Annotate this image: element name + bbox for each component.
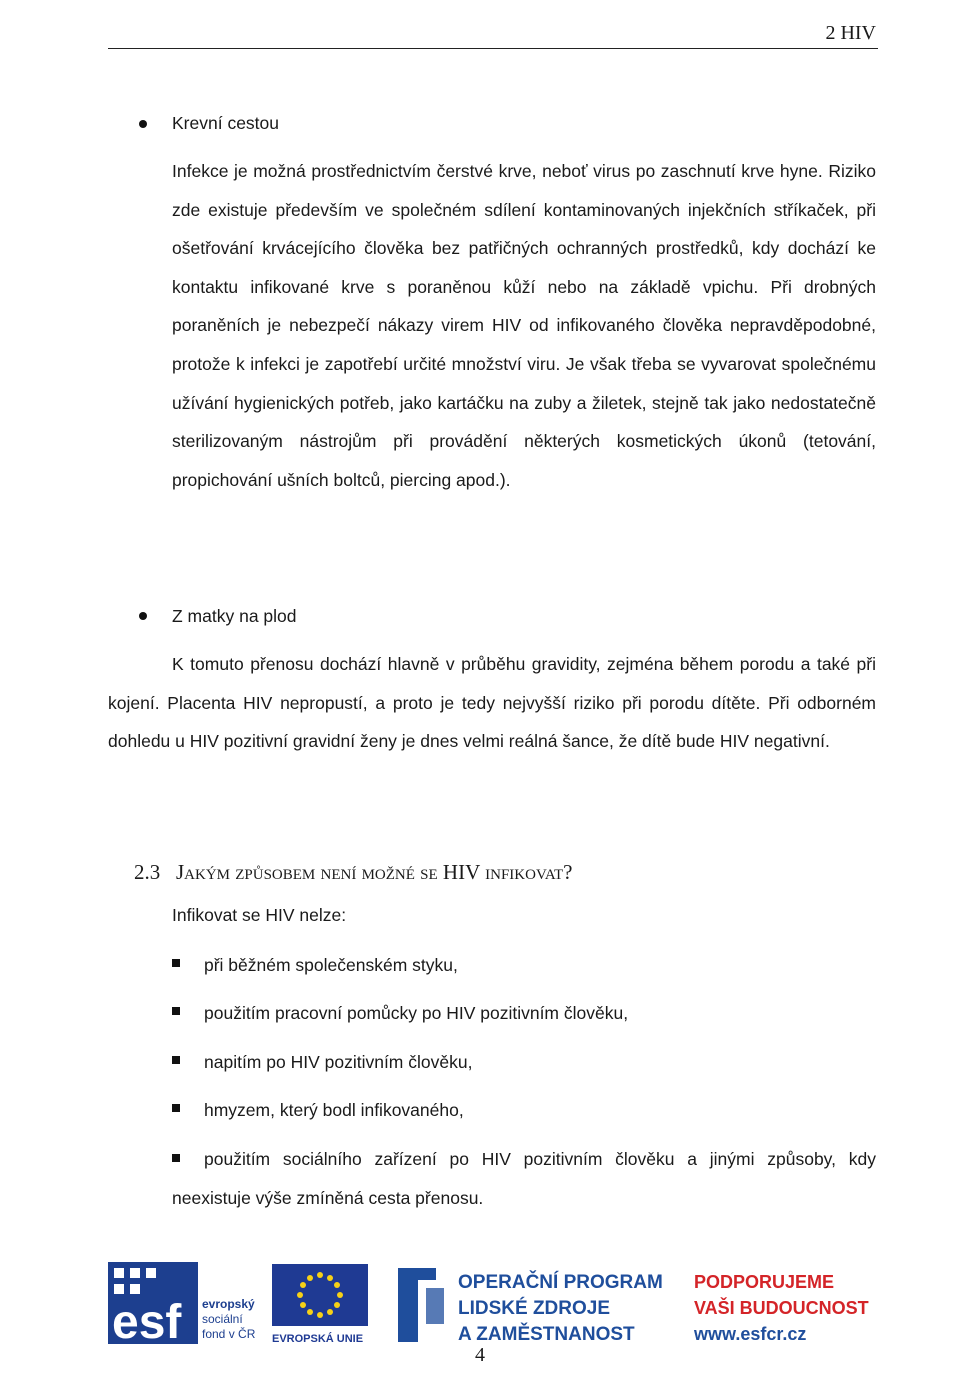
list-item: při běžném společenském styku, xyxy=(204,955,458,975)
bullet-icon xyxy=(139,612,147,620)
list-item: napitím po HIV pozitivním člověku, xyxy=(204,1052,473,1072)
list-item: použitím pracovní pomůcky po HIV pozitivním člověku, xyxy=(204,1003,629,1023)
op-text-line: LIDSKÉ ZDROJE xyxy=(458,1298,611,1319)
paragraph-mother: K tomuto přenosu dochází hlavně v průběhu gravidity, zejména během porodu a také při kojení. Placenta HIV nepropustí, a proto je tedy nejvyšší riziko při porodu dítěte. Při odborném dohledu u HIV pozitivní gravidní ženy je dnes velmi reálná šance, že dítě bude HIV negativní. xyxy=(108,654,876,752)
esf-logo-graphic xyxy=(108,1262,266,1344)
esf-text-line: sociální xyxy=(202,1312,243,1326)
support-text-line: PODPORUJEME xyxy=(694,1272,835,1292)
bullet-icon xyxy=(139,120,147,128)
support-text-line: VAŠI BUDOUCNOST xyxy=(694,1298,869,1318)
eu-text: EVROPSKÁ UNIE xyxy=(272,1333,364,1345)
eu-flag-logo xyxy=(272,1264,372,1346)
square-bullet-icon xyxy=(172,1056,180,1064)
section-title: Jakým způsobem není možné se HIV infikovat? xyxy=(176,860,573,884)
square-bullet-icon xyxy=(172,1104,180,1112)
support-logo-graphic xyxy=(692,1264,882,1346)
op-text-line: A ZAMĚSTNANOST xyxy=(458,1324,635,1345)
op-logo xyxy=(396,1264,676,1346)
square-bullet-icon xyxy=(172,1007,180,1015)
op-logo-graphic xyxy=(396,1264,676,1346)
esf-logo xyxy=(108,1262,266,1344)
header-divider xyxy=(108,48,878,49)
list-item: použitím sociálního zařízení po HIV pozitivním člověku a jinými způsoby, kdy neexistuje výše zmíněná cesta přenosu. xyxy=(172,1149,876,1208)
bullet-label-mother: Z matky na plod xyxy=(172,606,297,626)
list-item: hmyzem, který bodl infikovaného, xyxy=(204,1100,464,1120)
square-bullet-icon xyxy=(172,959,180,967)
section-intro: Infikovat se HIV nelze: xyxy=(172,905,347,925)
esf-logo-letters: esf xyxy=(112,1296,182,1344)
bullet-label-blood: Krevní cestou xyxy=(172,113,279,133)
section-number: 2.3 xyxy=(134,860,161,884)
esf-text-line: evropský xyxy=(202,1297,255,1311)
page-number: 4 xyxy=(475,1344,485,1366)
eu-flag-graphic xyxy=(272,1264,372,1346)
support-website: www.esfcr.cz xyxy=(694,1324,807,1344)
support-logo xyxy=(692,1264,882,1346)
header-title: 2 HIV xyxy=(825,22,876,44)
section-heading xyxy=(134,860,573,885)
op-text-line: OPERAČNÍ PROGRAM xyxy=(458,1272,663,1293)
esf-text-line: fond v ČR xyxy=(202,1327,256,1341)
paragraph-blood: Infekce je možná prostřednictvím čerstvé krve, neboť virus po zaschnutí krve hyne. Riziko zde existuje především ve společném sdílení kontaminovaných injekčních stříkaček, při ošetřování krvácejícího člověka bez patřičných ochranných prostředků, kdy dochází ke kontaktu infikované krve s poraněnou kůží nebo na základě vpichu. Při drobných poraněních je nebezpečí nákazy virem HIV od infikovaného člověka nepravděpodobné, protože k infekci je zapotřebí určité množství viru. Je však třeba se vyvarovat společnému užívání hygienických potřeb, jako kartáčku na zuby a žiletek, stejně tak jako nedostatečně sterilizovaným nástrojům při provádění některých kosmetických úkonů (tetování, propichování ušních boltců, piercing apod.). xyxy=(172,161,876,490)
